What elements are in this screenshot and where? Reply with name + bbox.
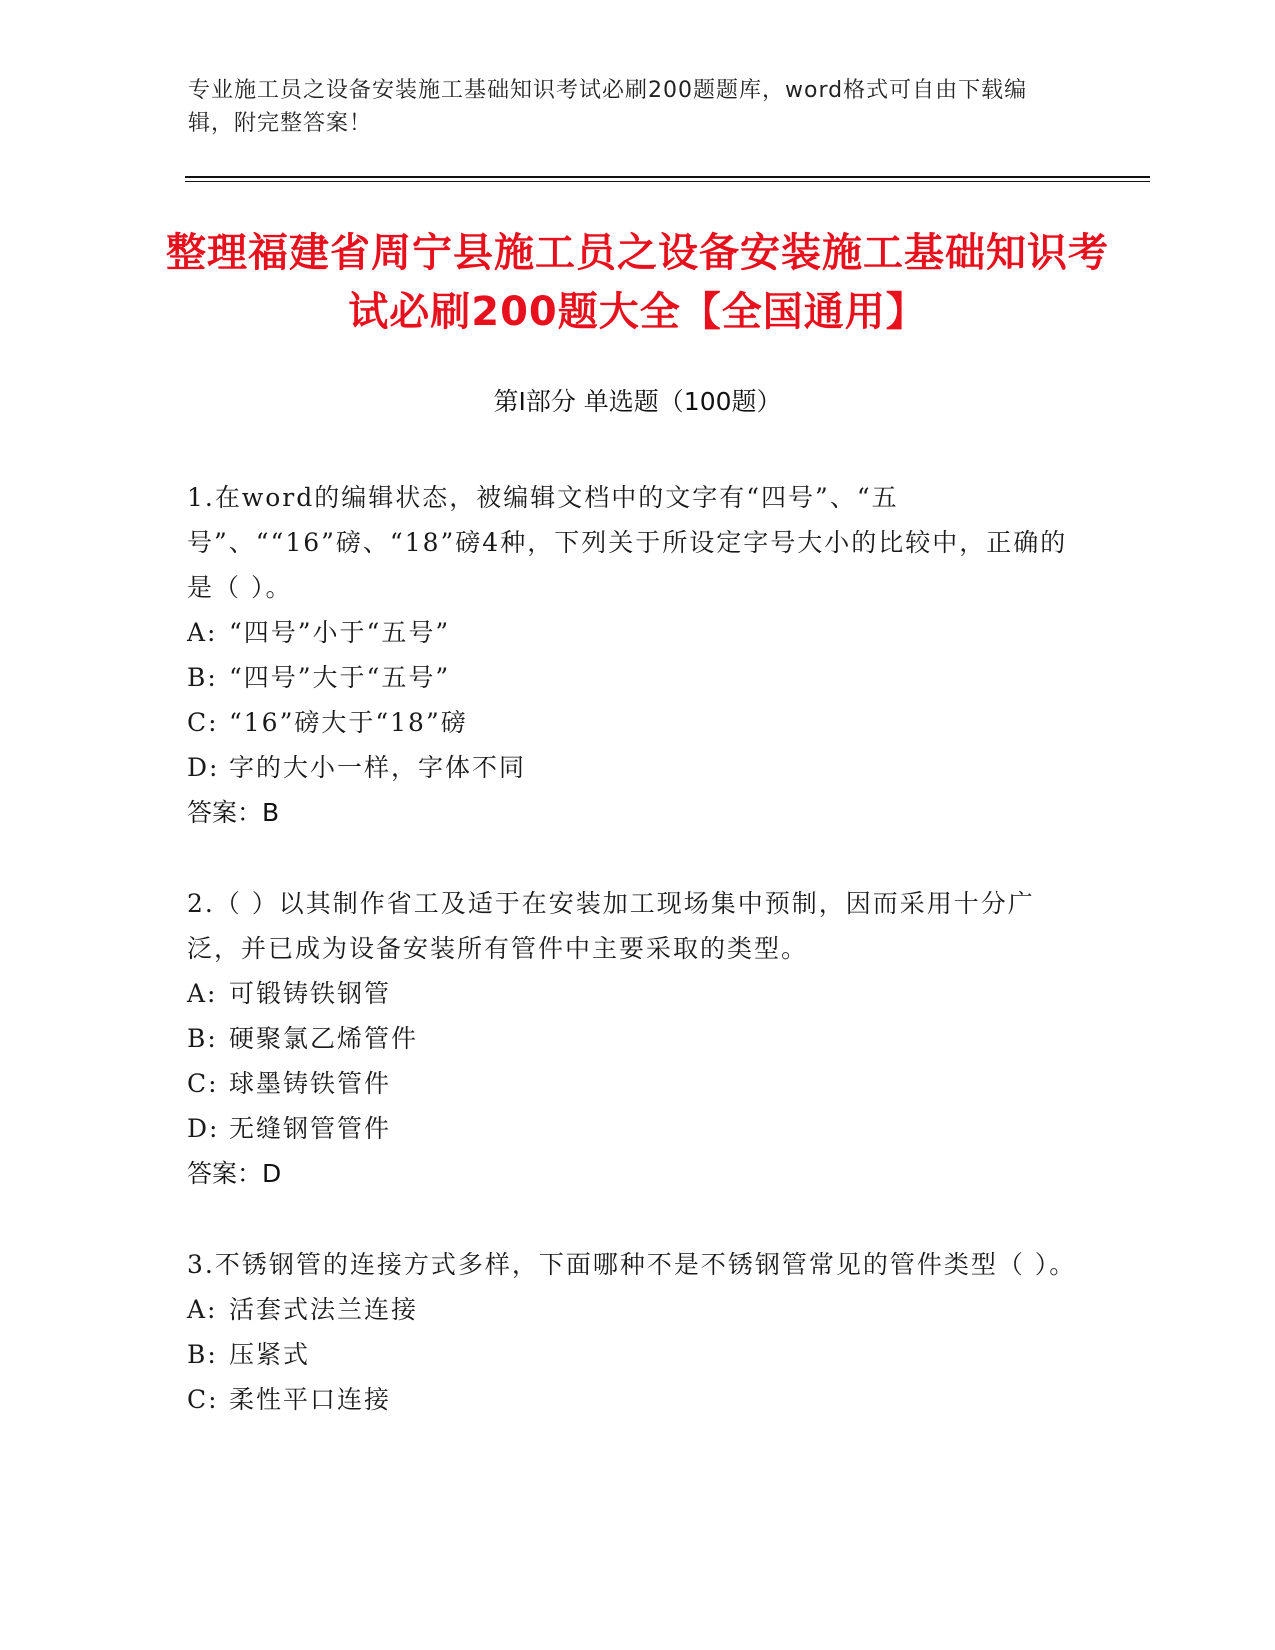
option-key: A:	[187, 979, 218, 1008]
option-text: 柔性平口连接	[229, 1385, 392, 1414]
option-c	[187, 700, 1087, 745]
option-c	[187, 1061, 1087, 1106]
option-key: C:	[187, 708, 219, 737]
document-title: 整理福建省周宁县施工员之设备安装施工基础知识考试必刷200题大全【全国通用】	[166, 230, 1109, 335]
option-a	[187, 610, 1087, 655]
option-a	[187, 971, 1087, 1016]
answer: 答案：D	[187, 1159, 282, 1188]
option-key: D:	[187, 1114, 220, 1143]
option-text: “四号”小于“五号”	[229, 618, 451, 647]
option-d	[187, 745, 1087, 790]
option-text: 硬聚氯乙烯管件	[229, 1024, 419, 1053]
option-text: “四号”大于“五号”	[229, 663, 451, 692]
option-text: 活套式法兰连接	[229, 1295, 419, 1324]
option-text: 压紧式	[229, 1340, 311, 1369]
option-text: “16”磅大于“18”磅	[229, 708, 468, 737]
option-d	[187, 1106, 1087, 1151]
option-key: B:	[187, 1024, 218, 1053]
header-note: 专业施工员之设备安装施工基础知识考试必刷200题题库，word格式可自由下载编辑，附完整答案！	[188, 78, 1028, 136]
question-1	[187, 475, 1087, 835]
option-key: A:	[187, 1295, 218, 1324]
question-stem: 3.不锈钢管的连接方式多样，下面哪种不是不锈钢管常见的管件类型（ ）。	[187, 1250, 1077, 1279]
header-divider-thin	[185, 181, 1150, 182]
section-title: 第Ⅰ部分 单选题（100题）	[493, 387, 782, 416]
option-text: 可锻铸铁钢管	[229, 979, 392, 1008]
option-key: C:	[187, 1385, 219, 1414]
option-key: A:	[187, 618, 218, 647]
option-text: 球墨铸铁管件	[229, 1069, 392, 1098]
option-text: 字的大小一样，字体不同	[229, 753, 527, 782]
answer: 答案：B	[187, 798, 280, 827]
header-divider-thick	[185, 176, 1150, 178]
option-b	[187, 1332, 1087, 1377]
option-c	[187, 1377, 1087, 1422]
question-stem: 2.（ ）以其制作省工及适于在安装加工现场集中预制，因而采用十分广泛，并已成为设备安装所有管件中主要采取的类型。	[187, 889, 1035, 963]
option-b	[187, 655, 1087, 700]
question-stem: 1.在word的编辑状态，被编辑文档中的文字有“四号”、“五号”、““16”磅、“18”磅4种，下列关于所设定字号大小的比较中，正确的是（ ）。	[187, 483, 1068, 602]
option-key: B:	[187, 663, 218, 692]
question-3	[187, 1242, 1087, 1422]
question-list	[187, 475, 1087, 1468]
option-key: C:	[187, 1069, 219, 1098]
option-a	[187, 1287, 1087, 1332]
option-text: 无缝钢管管件	[229, 1114, 392, 1143]
question-2	[187, 881, 1087, 1196]
option-key: B:	[187, 1340, 218, 1369]
option-b	[187, 1016, 1087, 1061]
option-key: D:	[187, 753, 220, 782]
